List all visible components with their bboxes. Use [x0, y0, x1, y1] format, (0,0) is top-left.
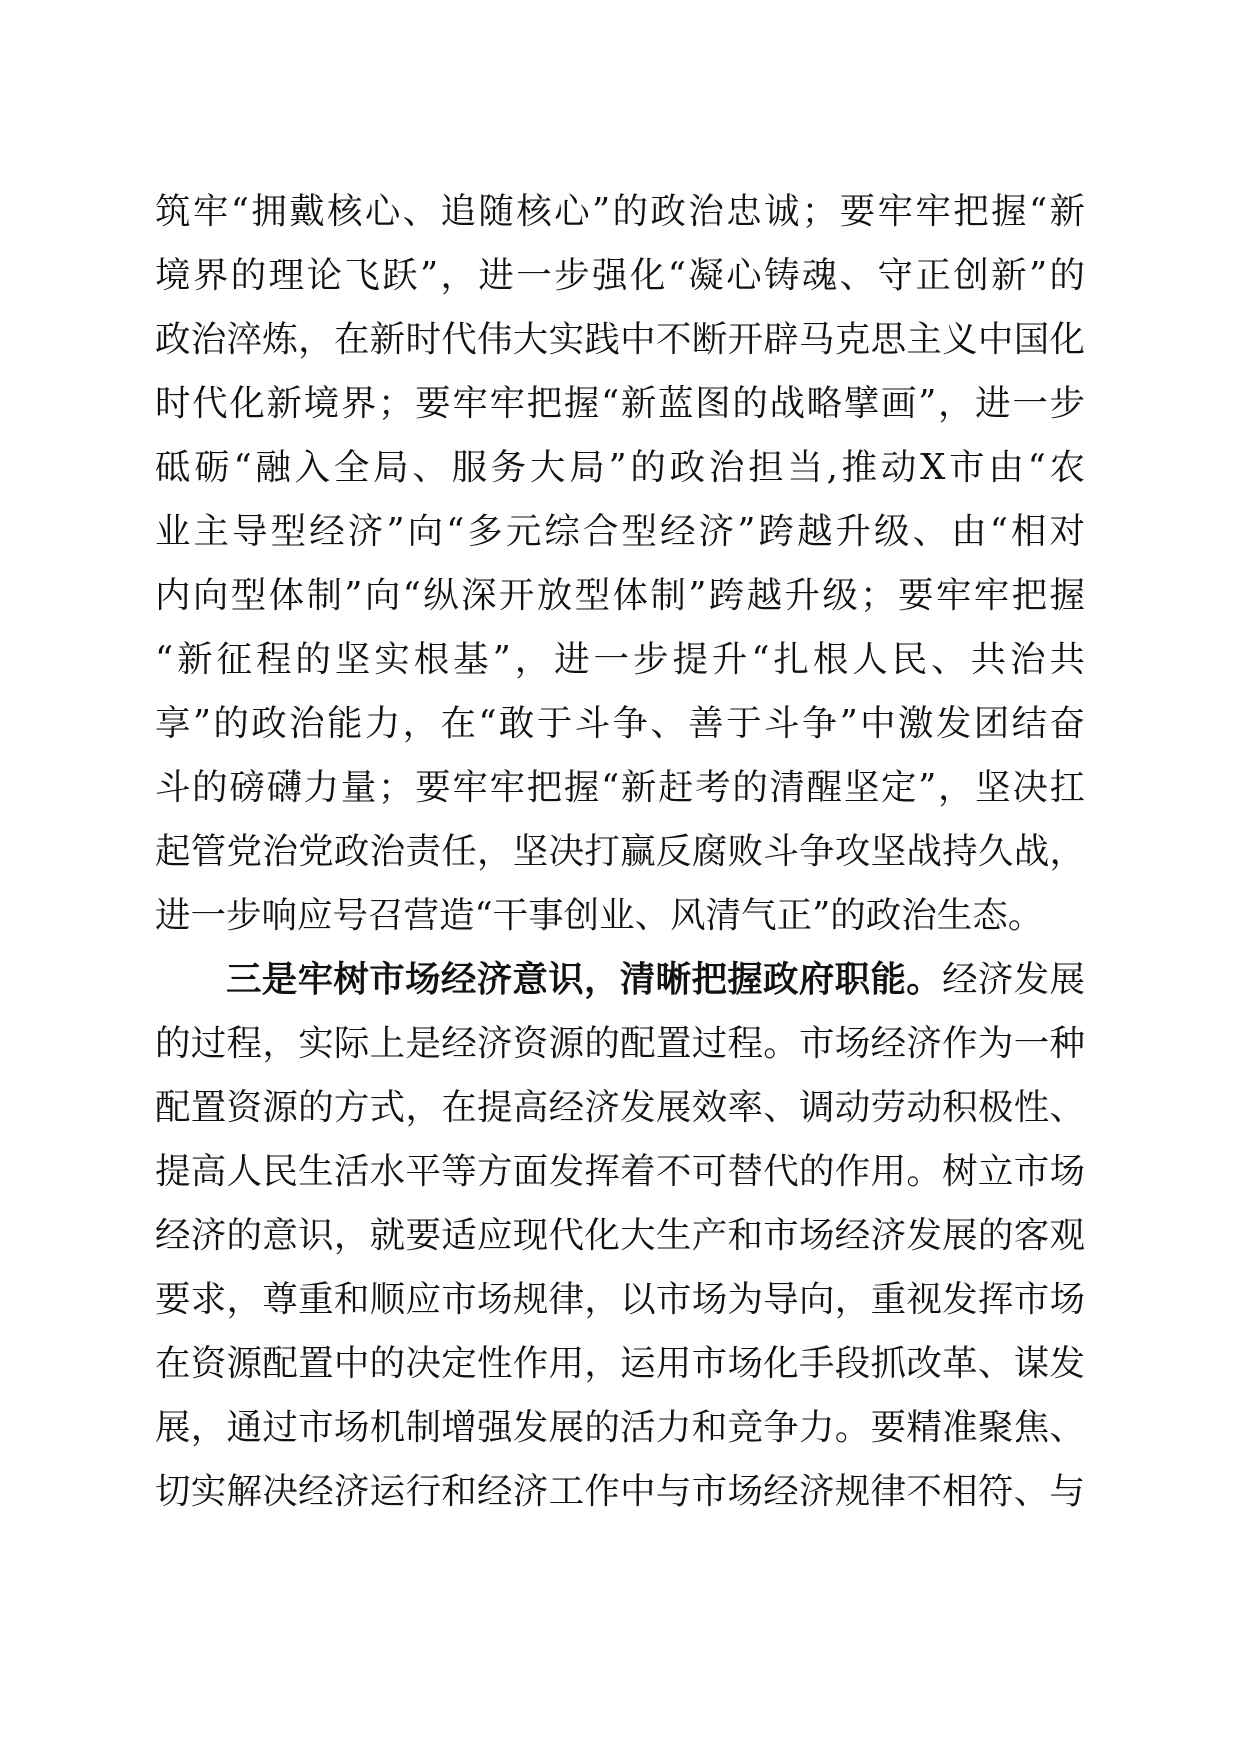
text-line: 经济的意识，就要适应现代化大生产和市场经济发展的客观 — [155, 1215, 1085, 1256]
body-text — [155, 180, 1085, 1524]
text-line: 进一步响应号召营造“干事创业、风清气正”的政治生态。 — [155, 895, 1044, 936]
text-line: 时代化新境界；要牢牢把握“新蓝图的战略擘画”，进一步 — [155, 383, 1085, 424]
text-line: 提高人民生活水平等方面发挥着不可替代的作用。树立市场 — [155, 1151, 1085, 1192]
text-line: 境界的理论飞跃”，进一步强化“凝心铸魂、守正创新”的 — [155, 255, 1085, 296]
text-line: 在资源配置中的决定性作用，运用市场化手段抓改革、谋发 — [155, 1343, 1085, 1384]
text-line: 筑牢“拥戴核心、追随核心”的政治忠诚；要牢牢把握“新 — [155, 191, 1085, 232]
text-line: 的过程，实际上是经济资源的配置过程。市场经济作为一种 — [155, 1023, 1085, 1064]
text-line: 砥砺“融入全局、服务大局”的政治担当,推动X市由“农 — [155, 447, 1085, 488]
text-line: 业主导型经济”向“多元综合型经济”跨越升级、由“相对 — [155, 511, 1085, 552]
paragraph-heading-tail: 经济发展 — [942, 959, 1085, 1000]
text-line: 展，通过市场机制增强发展的活力和竞争力。要精准聚焦、 — [155, 1407, 1085, 1448]
text-line: 斗的磅礴力量；要牢牢把握“新赶考的清醒坚定”，坚决扛 — [155, 767, 1085, 808]
paragraph-1 — [155, 180, 1085, 948]
text-line: 配置资源的方式，在提高经济发展效率、调动劳动积极性、 — [155, 1087, 1085, 1128]
paragraph-2 — [155, 948, 1085, 1524]
paragraph-heading: 三是牢树市场经济意识，清晰把握政府职能。 — [226, 959, 943, 1000]
text-line: 切实解决经济运行和经济工作中与市场经济规律不相符、与 — [155, 1471, 1085, 1512]
text-line: 内向型体制”向“纵深开放型体制”跨越升级；要牢牢把握 — [155, 575, 1085, 616]
text-line: 要求，尊重和顺应市场规律，以市场为导向，重视发挥市场 — [155, 1279, 1085, 1320]
text-line: 起管党治党政治责任，坚决打赢反腐败斗争攻坚战持久战， — [155, 831, 1085, 872]
text-line: 享”的政治能力，在“敢于斗争、善于斗争”中激发团结奋 — [155, 703, 1085, 744]
text-line: 政治淬炼，在新时代伟大实践中不断开辟马克思主义中国化 — [155, 319, 1085, 360]
text-line: “新征程的坚实根基”，进一步提升“扎根人民、共治共 — [155, 639, 1085, 680]
text-line-heading — [155, 948, 1085, 1012]
